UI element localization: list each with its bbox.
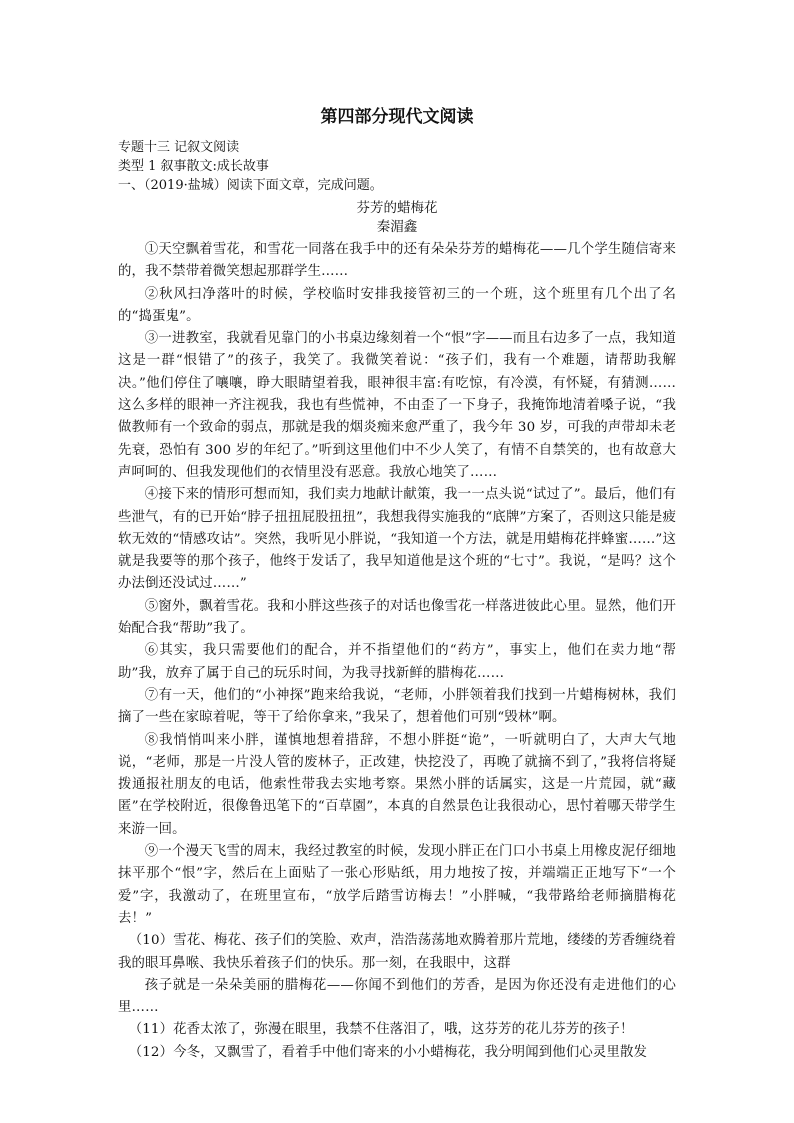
paragraph-12: （12）今冬，又飘雪了，看着手中他们寄来的小小蜡梅花，我分明闻到他们心灵里散发 <box>128 1044 648 1060</box>
paragraph-3: ③一进教室，我就看见靠门的小书桌边缘刻着一个“恨”字——而且右边多了一点，我知道这是一群“恨错了”的孩子，我笑了。我微笑着说：“孩子们，我有一个难题，请帮助我解决。”他们停住了嚷嚷，睁大眼睛望着我，眼神很丰富:有吃惊，有冷漠，有怀疑，有猜测……这么多样的眼神一齐注视我，我也有些慌神，不由歪了一下身子，我掩饰地清着嗓子说，“我做教师有一个致命的弱点，那就是我的烟炎痴来愈严重了，我今年 30 岁，可我的声带却未老先衰，恐怕有 300 岁的年纪了。”听到这里他们中不少人笑了，有情不自禁笑的，也有故意大声呵呵的、但我发现他们的衣情里没有恶意。我放心地笑了…… <box>118 331 676 480</box>
paragraph-9: ⑨一个漫天飞雪的周末，我经过教室的时候，发现小胖正在门口小书桌上用橡皮泥仔细地抹平那个“恨”字，然后在上面贴了一张心形贴纸，用力地按了按，并端端正正地写下“一个爱”字，我激动了，在班里宣布，“放学后踏雪访梅去！”小胖喊，“我带路给老师摘腊梅花去！” <box>118 844 676 926</box>
type-line: 类型 1 叙事散文:成长故事 <box>118 159 269 174</box>
topic-line: 专题十三 记叙文阅读 <box>118 140 240 155</box>
paragraph-4: ④接下来的情形可想而知，我们卖力地献计献策，我一一点头说“试过了”。最后，他们有些泄气，有的已开始“脖子扭扭屁股扭扭”，我想我得实施我的“底牌”方案了，否则这只能是疲软无效的“情感攻诂”。突然，我听见小胖说，“我知道一个方法，就是用蜡梅花拌蜂蜜……”这就是我要等的那个孩子，他终于发话了，我早知道他是这个班的“七寸”。我说，“是吗？这个办法倒还没试过……” <box>118 487 676 592</box>
question-line: 一、（2019·盐城）阅读下面文章，完成问题。 <box>118 178 383 193</box>
paragraph-1: ①天空飘着雪花，和雪花一同落在我手中的还有朵朵芬芳的蜡梅花——几个学生随信寄来的，我不禁带着微笑想起那群学生…… <box>118 242 676 280</box>
paragraph-5: ⑤窗外，飘着雪花。我和小胖这些孩子的对话也像雪花一样落进彼此心里。显然，他们开始配合我“帮助”我了。 <box>118 598 676 637</box>
paragraph-8: ⑧我悄悄叫来小胖，谨慎地想着措辞，不想小胖挺“诡”，一听就明白了，大声大气地说，“老师，那是一片没人管的废林子，正改建，快挖没了，再晚了就摘不到了，”我将信将疑拨通报社朋友的电话，他索性带我去实地考察。果然小胖的话属实，这是一片荒园，就“藏匿”在学校附近，很像鲁迅笔下的“百草園”，本真的自然景色让我很动心，思忖着哪天带学生来游一回。 <box>118 732 676 837</box>
article-body <box>118 239 676 1064</box>
document-page <box>118 104 676 1064</box>
paragraph-7: ⑦有一天，他们的“小神探”跑来给我说，“老师，小胖领着我们找到一片蜡梅树林，我们摘了一些在家晾着呢，等干了给你拿来，”我呆了，想着他们可别“毁林”啊。 <box>118 687 676 726</box>
paragraph-2: ②秋风扫净落叶的时候，学校临时安排我接管初三的一个班，这个班里有几个出了名的“捣蛋鬼”。 <box>118 286 676 324</box>
article-author: 秦湄鑫 <box>376 219 418 235</box>
document-title: 第四部分现代文阅读 <box>320 107 474 127</box>
article-title: 芬芳的蜡梅花 <box>356 200 438 216</box>
paragraph-6: ⑥其实，我只需要他们的配合，并不指望他们的“药方”，事实上，他们在卖力地“帮助”我，放弃了属于自己的玩乐时间，为我寻找新鲜的腊梅花…… <box>118 643 676 681</box>
paragraph-10: （10）雪花、梅花、孩子们的笑脸、欢声，浩浩荡荡地欢腾着那片荒地，缕缕的芳香缠绕着我的眼耳鼻喉、我快乐着孩子们的快乐。那一刻，在我眼中，这群 <box>118 933 676 971</box>
paragraph-11: （11）花香太浓了，弥漫在眼里，我禁不住落泪了，哦，这芬芳的花儿芬芳的孩子！ <box>128 1022 634 1038</box>
paragraph-10-continued: 孩子就是一朵朵美丽的腊梅花——你闻不到他们的芳香，是因为你还没有走进他们的心里…… <box>118 977 676 1016</box>
